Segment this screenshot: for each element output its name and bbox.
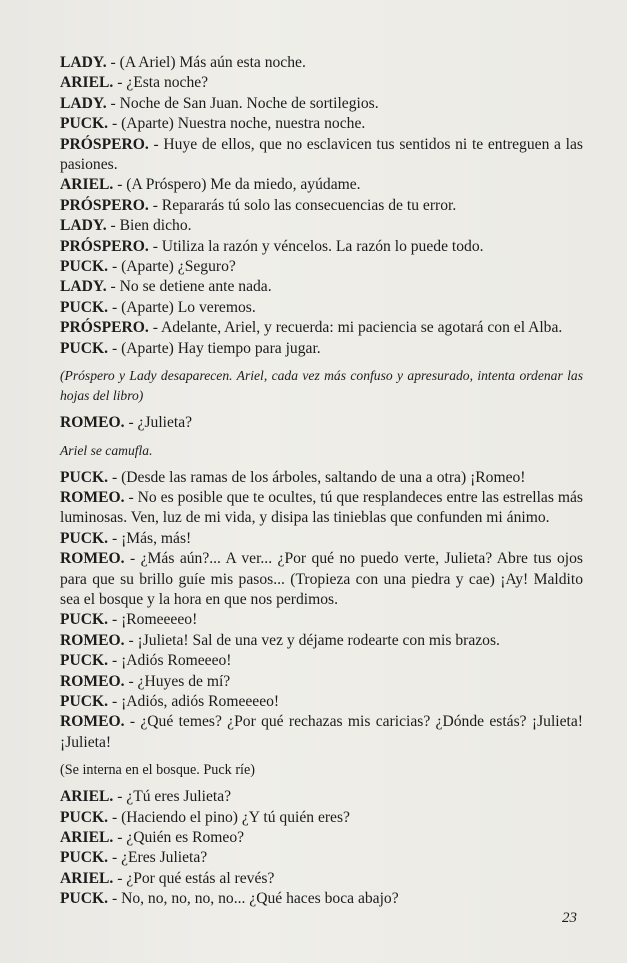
speaker-name: PUCK. bbox=[60, 468, 109, 486]
dialogue-text: - (A Ariel) Más aún esta noche. bbox=[106, 54, 306, 71]
dialogue-line bbox=[60, 135, 583, 176]
speaker-name: ROMEO. bbox=[60, 488, 125, 506]
dialogue-text: - No es posible que te ocultes, tú que resplandeces entre las estrellas más luminosas. Ven, luz de mi vida, y disipa las tinieblas que confunden mi ánimo. bbox=[60, 488, 583, 527]
dialogue-line bbox=[60, 808, 583, 828]
dialogue-line bbox=[60, 488, 583, 529]
speaker-name: PUCK. bbox=[60, 115, 109, 133]
dialogue-text: - ¿Quién es Romeo? bbox=[113, 829, 245, 846]
spacer bbox=[60, 434, 583, 441]
dialogue-line bbox=[60, 237, 583, 257]
speaker-name: PRÓSPERO. bbox=[60, 135, 149, 153]
speaker-name: PUCK. bbox=[60, 258, 109, 276]
dialogue-text: - Bien dicho. bbox=[106, 217, 192, 235]
dialogue-line bbox=[60, 828, 583, 848]
dialogue-text: - ¿Huyes de mí? bbox=[124, 672, 231, 690]
spacer bbox=[60, 753, 583, 760]
dialogue-text: - ¿Julieta? bbox=[124, 414, 193, 432]
dialogue-text: - (Aparte) Hay tiempo para jugar. bbox=[108, 339, 321, 357]
dialogue-text: - Huye de ellos, que no esclavicen tus sentidos ni te entreguen a las pasiones. bbox=[60, 135, 583, 174]
dialogue-text: - ¡Adiós, adiós Romeeeeo! bbox=[108, 692, 280, 710]
dialogue-text: - (A Próspero) Me da miedo, ayúdame. bbox=[113, 176, 361, 194]
dialogue-text: - Noche de San Juan. Noche de sortilegios. bbox=[106, 94, 379, 112]
speaker-name: PUCK. bbox=[60, 890, 109, 908]
dialogue-text: - ¡Julieta! Sal de una vez y déjame rodearte con mis brazos. bbox=[124, 631, 500, 649]
play-script-text bbox=[60, 53, 583, 910]
speaker-name: ARIEL. bbox=[60, 176, 114, 194]
speaker-name: LADY. bbox=[60, 278, 107, 296]
speaker-name: PUCK. bbox=[60, 849, 109, 867]
dialogue-line bbox=[60, 114, 583, 134]
speaker-name: ROMEO. bbox=[60, 672, 125, 690]
dialogue-line bbox=[60, 94, 583, 114]
dialogue-line bbox=[60, 672, 583, 692]
speaker-name: ARIEL. bbox=[60, 788, 114, 806]
spacer bbox=[60, 359, 583, 366]
speaker-name: PRÓSPERO. bbox=[60, 196, 149, 214]
dialogue-line bbox=[60, 787, 583, 807]
dialogue-text: - ¿Esta noche? bbox=[113, 74, 209, 92]
stage-direction: Ariel se camufla. bbox=[60, 442, 153, 458]
dialogue-line bbox=[60, 318, 583, 338]
dialogue-line bbox=[60, 712, 583, 753]
speaker-name: PUCK. bbox=[60, 692, 109, 710]
speaker-name: ROMEO. bbox=[60, 631, 125, 649]
spacer bbox=[60, 406, 583, 413]
spacer bbox=[60, 780, 583, 787]
speaker-name: PRÓSPERO. bbox=[60, 319, 149, 337]
dialogue-line bbox=[60, 277, 583, 297]
dialogue-line bbox=[60, 216, 583, 236]
dialogue-line bbox=[60, 848, 583, 868]
speaker-name: ROMEO. bbox=[60, 550, 125, 568]
dialogue-text: - ¿Por qué estás al revés? bbox=[113, 869, 275, 887]
dialogue-text: - ¡Más, más! bbox=[108, 529, 192, 547]
dialogue-text: - No se detiene ante nada. bbox=[106, 278, 272, 296]
dialogue-line bbox=[60, 175, 583, 195]
speaker-name: LADY. bbox=[60, 94, 107, 112]
speaker-name: PUCK. bbox=[60, 339, 109, 357]
dialogue-line bbox=[60, 869, 583, 889]
speaker-name: ARIEL. bbox=[60, 74, 114, 92]
speaker-name: PUCK. bbox=[60, 611, 109, 629]
dialogue-line bbox=[60, 298, 583, 318]
dialogue-line bbox=[60, 889, 583, 909]
dialogue-line bbox=[60, 339, 583, 359]
dialogue-text: - (Desde las ramas de los árboles, saltando de una a otra) ¡Romeo! bbox=[108, 468, 526, 486]
dialogue-line bbox=[60, 651, 583, 671]
dialogue-text: - ¿Qué temes? ¿Por qué rechazas mis caricias? ¿Dónde estás? ¡Julieta! ¡Julieta! bbox=[60, 713, 583, 751]
speaker-name: PUCK. bbox=[60, 529, 109, 547]
dialogue-text: - ¡Romeeeeo! bbox=[108, 611, 198, 629]
dialogue-text: - (Haciendo el pino) ¿Y tú quién eres? bbox=[108, 808, 350, 826]
dialogue-line bbox=[60, 468, 583, 488]
dialogue-text: - (Aparte) Lo veremos. bbox=[108, 298, 256, 316]
dialogue-line bbox=[60, 610, 583, 630]
speaker-name: LADY. bbox=[60, 54, 107, 71]
dialogue-line bbox=[60, 549, 583, 610]
speaker-name: LADY. bbox=[60, 217, 107, 235]
dialogue-line bbox=[60, 631, 583, 651]
dialogue-line bbox=[60, 53, 583, 73]
stage-direction: (Se interna en el bosque. Puck ríe) bbox=[60, 762, 256, 779]
speaker-name: ROMEO. bbox=[60, 414, 125, 432]
dialogue-text: - Adelante, Ariel, y recuerda: mi paciencia se agotará con el Alba. bbox=[148, 319, 563, 337]
speaker-name: PUCK. bbox=[60, 652, 109, 670]
dialogue-text: - Repararás tú solo las consecuencias de tu error. bbox=[148, 196, 457, 214]
stage-direction: (Próspero y Lady desaparecen. Ariel, cada vez más confuso y apresurado, intenta ordenar las hojas del libro) bbox=[60, 368, 583, 404]
spacer bbox=[60, 461, 583, 468]
dialogue-text: - No, no, no, no, no... ¿Qué haces boca abajo? bbox=[108, 890, 399, 908]
dialogue-text: - ¿Tú eres Julieta? bbox=[113, 788, 232, 806]
speaker-name: PUCK. bbox=[60, 808, 109, 826]
dialogue-text: - ¡Adiós Romeeeo! bbox=[108, 652, 232, 670]
page-number: 23 bbox=[562, 910, 577, 926]
speaker-name: ARIEL. bbox=[60, 869, 114, 887]
dialogue-line bbox=[60, 196, 583, 216]
dialogue-line bbox=[60, 413, 583, 433]
speaker-name: PRÓSPERO. bbox=[60, 237, 149, 255]
dialogue-text: - ¿Más aún?... A ver... ¿Por qué no puedo verte, Julieta? Abre tus ojos para que su brillo guíe mis pasos... (Tropieza con una piedra y cae) ¡Ay! Maldito sea el bosque y la hora en que nos perdimos. bbox=[60, 550, 583, 608]
speaker-name: PUCK. bbox=[60, 298, 109, 316]
dialogue-line bbox=[60, 257, 583, 277]
dialogue-line bbox=[60, 692, 583, 712]
dialogue-line bbox=[60, 73, 583, 93]
dialogue-text: - (Aparte) ¿Seguro? bbox=[108, 258, 236, 276]
dialogue-line bbox=[60, 529, 583, 549]
speaker-name: ROMEO. bbox=[60, 713, 125, 731]
dialogue-text: - Utiliza la razón y véncelos. La razón lo puede todo. bbox=[148, 237, 484, 255]
speaker-name: ARIEL. bbox=[60, 829, 114, 846]
dialogue-text: - ¿Eres Julieta? bbox=[108, 849, 208, 867]
dialogue-text: - (Aparte) Nuestra noche, nuestra noche. bbox=[108, 115, 366, 133]
